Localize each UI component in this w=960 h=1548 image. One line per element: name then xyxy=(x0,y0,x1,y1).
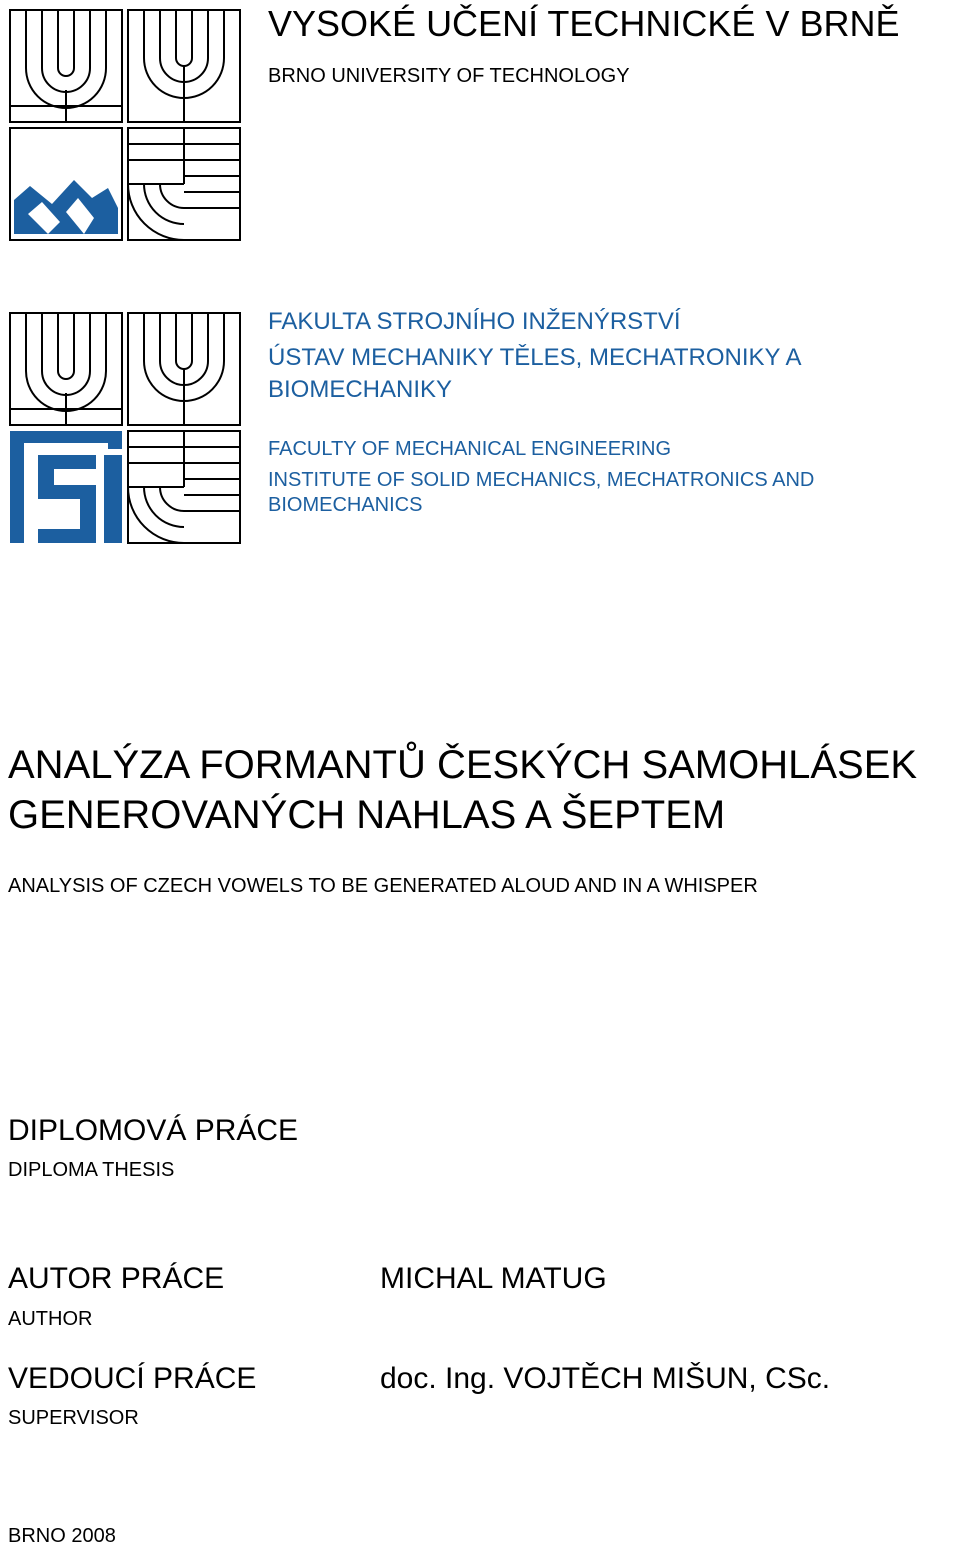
thesis-type-cz: DIPLOMOVÁ PRÁCE xyxy=(8,1114,299,1147)
faculty-name-en: FACULTY OF MECHANICAL ENGINEERING xyxy=(268,438,672,460)
place-year: BRNO 2008 xyxy=(8,1525,116,1547)
institute-name-en-line2: BIOMECHANICS xyxy=(268,494,423,516)
institute-name-en-line1: INSTITUTE OF SOLID MECHANICS, MECHATRONICS AND xyxy=(268,469,815,491)
author-label-cz: AUTOR PRÁCE xyxy=(8,1262,225,1295)
university-name-cz: VYSOKÉ UČENÍ TECHNICKÉ V BRNĚ xyxy=(268,3,900,44)
university-name-en: BRNO UNIVERSITY OF TECHNOLOGY xyxy=(268,65,630,87)
faculty-name-cz: FAKULTA STROJNÍHO INŽENÝRSTVÍ xyxy=(268,308,681,335)
supervisor-label-cz: VEDOUCÍ PRÁCE xyxy=(8,1362,257,1395)
author-name: MICHAL MATUG xyxy=(380,1262,607,1295)
faculty-logo xyxy=(8,311,242,545)
author-label-en: AUTHOR xyxy=(8,1308,93,1330)
thesis-title-cz-line1: ANALÝZA FORMANTŮ ČESKÝCH SAMOHLÁSEK xyxy=(8,743,918,787)
thesis-title-cz-line2: GENEROVANÝCH NAHLAS A ŠEPTEM xyxy=(8,793,726,837)
supervisor-label-en: SUPERVISOR xyxy=(8,1407,139,1429)
institute-name-cz-line2: BIOMECHANIKY xyxy=(268,376,453,403)
university-logo xyxy=(8,8,242,242)
thesis-title-en: ANALYSIS OF CZECH VOWELS TO BE GENERATED ALOUD AND IN A WHISPER xyxy=(8,875,758,897)
institute-name-cz-line1: ÚSTAV MECHANIKY TĚLES, MECHATRONIKY A xyxy=(268,344,802,371)
thesis-type-en: DIPLOMA THESIS xyxy=(8,1159,175,1181)
supervisor-name: doc. Ing. VOJTĚCH MIŠUN, CSc. xyxy=(380,1362,831,1395)
